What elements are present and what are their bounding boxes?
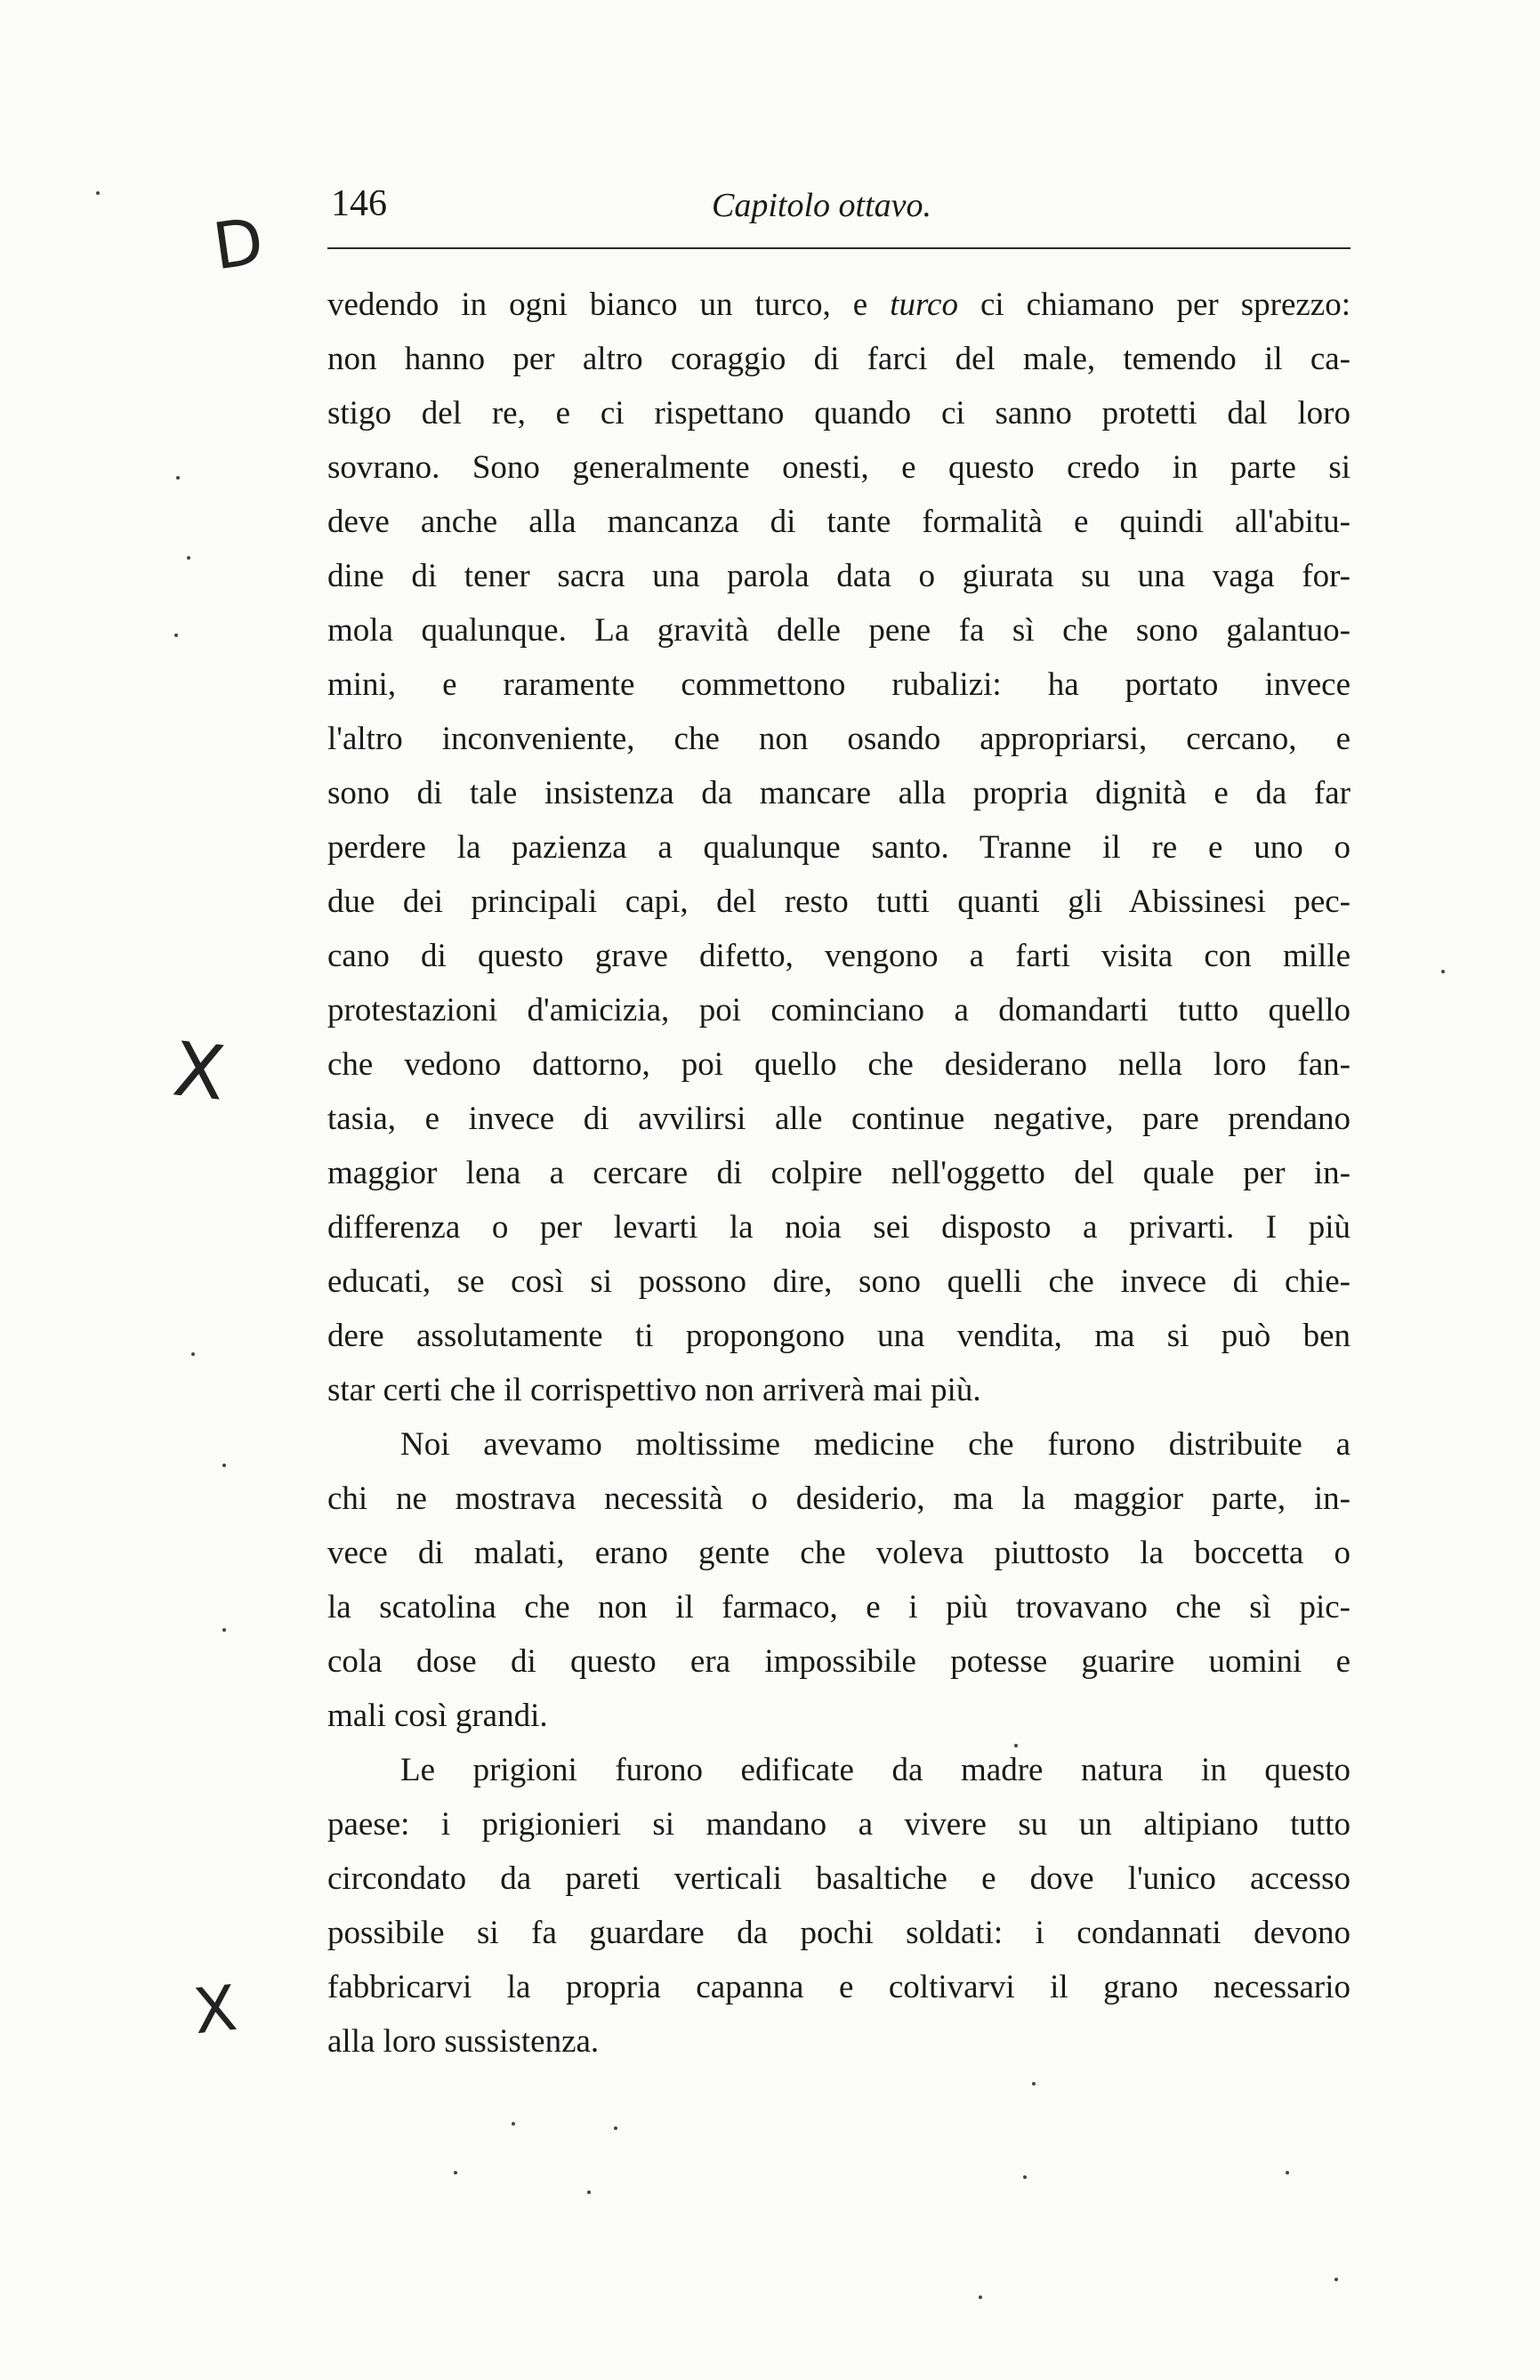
text-line: mini, e raramente commettono rubalizi: ha portato invece [327, 666, 1351, 703]
text-line: dere assolutamente ti propongono una vendita, ma si può ben [327, 1318, 1351, 1354]
text-line: sono di tale insistenza da mancare alla propria dignità e da far [327, 775, 1351, 811]
text-line: maggior lena a cercare di colpire nell'oggetto del quale per in- [327, 1155, 1351, 1191]
speck [174, 633, 178, 637]
text-line: stigo del re, e ci rispettano quando ci sanno protetti dal loro [327, 395, 1351, 432]
page-number: 146 [331, 183, 387, 224]
speck [1334, 2278, 1338, 2281]
text-line: possibile si fa guardare da pochi soldati: i condannati devono [327, 1915, 1351, 1951]
margin-mark-d: D [208, 203, 269, 285]
speck [187, 556, 190, 560]
text-line: che vedono dattorno, poi quello che desiderano nella loro fan- [327, 1046, 1351, 1083]
text-line: educati, se così si possono dire, sono quelli che invece di chie- [327, 1263, 1351, 1300]
text-line: Noi avevamo moltissime medicine che furono distribuite a [400, 1426, 1351, 1463]
text-line: due dei principali capi, del resto tutti quanti gli Abissinesi pec- [327, 883, 1351, 920]
text-line: perdere la pazienza a qualunque santo. Tranne il re e uno o [327, 829, 1351, 866]
text-line: deve anche alla mancanza di tante formalità e quindi all'abitu- [327, 504, 1351, 540]
speck [96, 191, 100, 195]
header-rule [327, 247, 1351, 249]
text-line: differenza o per levarti la noia sei disposto a privarti. I più [327, 1209, 1351, 1246]
text-line: fabbricarvi la propria capanna e coltivarvi il grano necessario [327, 1969, 1351, 2005]
text-line: la scatolina che non il farmaco, e i più trovavano che sì pic- [327, 1589, 1351, 1626]
text-line: alla loro sussistenza. [327, 2023, 600, 2060]
text-line [327, 278, 1351, 332]
text-line: paese: i prigionieri si mandano a vivere su un altipiano tutto [327, 1806, 1351, 1843]
text-line: chi ne mostrava necessità o desiderio, ma la maggior parte, in- [327, 1480, 1351, 1517]
speck [1023, 2175, 1027, 2179]
speck [1032, 2082, 1036, 2086]
text-line: circondato da pareti verticali basaltiche e dove l'unico accesso [327, 1860, 1351, 1897]
body-text [327, 278, 1351, 2069]
margin-mark-x-lower: X [189, 1971, 241, 2049]
text-line: sovrano. Sono generalmente onesti, e questo credo in parte si [327, 449, 1351, 486]
speck [1441, 970, 1445, 973]
text-line: protestazioni d'amicizia, poi cominciano a domandarti tutto quello [327, 992, 1351, 1029]
margin-mark-x: X [169, 1025, 230, 1117]
speck [614, 2126, 617, 2130]
speck [222, 1628, 226, 1632]
speck [512, 2122, 515, 2126]
running-title: Capitolo ottavo. [712, 187, 931, 224]
italic-word: turco [890, 286, 958, 323]
text-line: mali così grandi. [327, 1698, 548, 1734]
speck [979, 2295, 982, 2299]
text-line: vece di malati, erano gente che voleva piuttosto la boccetta o [327, 1535, 1351, 1571]
text-line: mola qualunque. La gravità delle pene fa sì che sono galantuo- [327, 612, 1351, 649]
text-line: l'altro inconveniente, che non osando appropriarsi, cercano, e [327, 721, 1351, 757]
speck [222, 1464, 226, 1467]
text-line: dine di tener sacra una parola data o giurata su una vaga for- [327, 558, 1351, 594]
text-line: cola dose di questo era impossibile potesse guarire uomini e [327, 1643, 1351, 1680]
speck [191, 1352, 195, 1356]
speck [176, 476, 180, 480]
speck [454, 2171, 457, 2174]
text-line: Le prigioni furono edificate da madre natura in questo [400, 1752, 1351, 1788]
text-line: non hanno per altro coraggio di farci del male, temendo il ca- [327, 341, 1351, 377]
line-part: vedendo in ogni bianco un turco, e turco ci chiamano per sprezzo: [327, 286, 1351, 323]
text-line: star certi che il corrispettivo non arriverà mai più. [327, 1372, 981, 1408]
speck [1014, 1744, 1018, 1747]
text-line: cano di questo grave difetto, vengono a farti visita con mille [327, 938, 1351, 974]
speck [587, 2190, 591, 2194]
speck [1286, 2171, 1289, 2174]
text-line: tasia, e invece di avvilirsi alle continue negative, pare prendano [327, 1101, 1351, 1137]
